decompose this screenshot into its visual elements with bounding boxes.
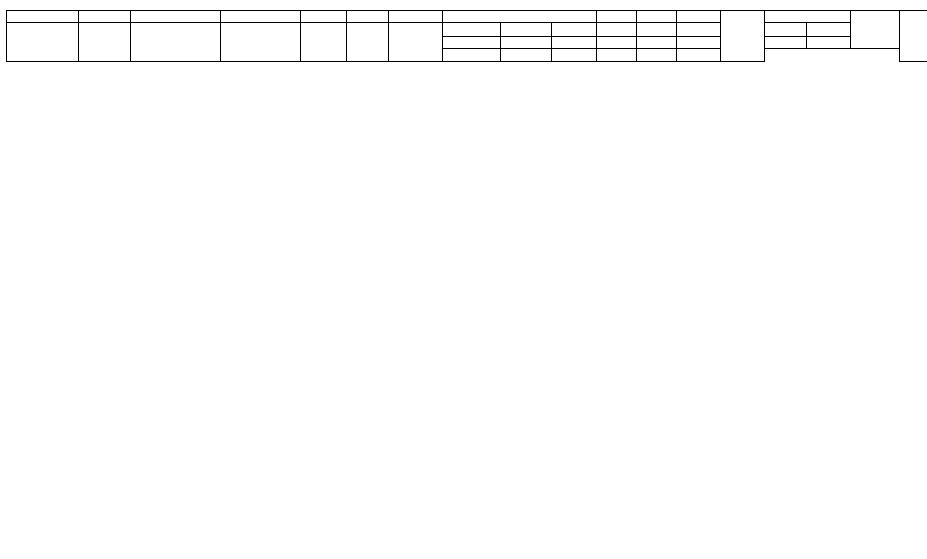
- accrual-code-2[interactable]: [807, 23, 851, 37]
- header-structure[interactable]: [7, 11, 79, 23]
- header-section[interactable]: [79, 11, 131, 23]
- accrual-label[interactable]: [677, 37, 721, 49]
- accrual-label-2[interactable]: [807, 37, 851, 49]
- accrual-label[interactable]: [637, 37, 677, 49]
- header-sum[interactable]: [721, 11, 765, 62]
- header-actual[interactable]: [389, 11, 443, 23]
- header-name[interactable]: [221, 11, 301, 23]
- month-cell[interactable]: [301, 23, 347, 62]
- profession-cell[interactable]: [131, 23, 221, 62]
- header-accruals[interactable]: [443, 11, 597, 23]
- payroll-record: [6, 10, 921, 62]
- header-profession[interactable]: [131, 11, 221, 23]
- name-cell[interactable]: [221, 23, 301, 62]
- accrual-label[interactable]: [443, 37, 501, 49]
- accrual-value[interactable]: [597, 49, 637, 62]
- accrual-code[interactable]: [552, 23, 597, 37]
- accrual-code-2[interactable]: [765, 23, 807, 37]
- accrual-code[interactable]: [443, 23, 501, 37]
- header-sum-2[interactable]: [851, 11, 900, 49]
- accrual-code[interactable]: [637, 23, 677, 37]
- section-cell[interactable]: [79, 23, 131, 62]
- actual-cell[interactable]: [389, 23, 443, 62]
- header-empty[interactable]: [597, 11, 637, 23]
- header-empty[interactable]: [637, 11, 677, 23]
- balance-cell[interactable]: [347, 23, 389, 62]
- accrual-label[interactable]: [552, 37, 597, 49]
- accrual-value[interactable]: [501, 49, 552, 62]
- accrual-label-2[interactable]: [765, 37, 807, 49]
- structure-cell[interactable]: [7, 23, 79, 62]
- record-table: [6, 10, 927, 62]
- accrual-code[interactable]: [677, 23, 721, 37]
- accrual-code[interactable]: [597, 23, 637, 37]
- accrual-value[interactable]: [637, 49, 677, 62]
- header-accruals-2[interactable]: [765, 11, 851, 23]
- accrual-value[interactable]: [552, 49, 597, 62]
- accrual-label[interactable]: [597, 37, 637, 49]
- header-empty[interactable]: [677, 11, 721, 23]
- accrual-value[interactable]: [443, 49, 501, 62]
- accrual-label[interactable]: [501, 37, 552, 49]
- header-month[interactable]: [301, 11, 347, 23]
- header-total[interactable]: [900, 11, 927, 62]
- accrual-value[interactable]: [677, 49, 721, 62]
- header-balance[interactable]: [347, 11, 389, 23]
- accrual-code[interactable]: [501, 23, 552, 37]
